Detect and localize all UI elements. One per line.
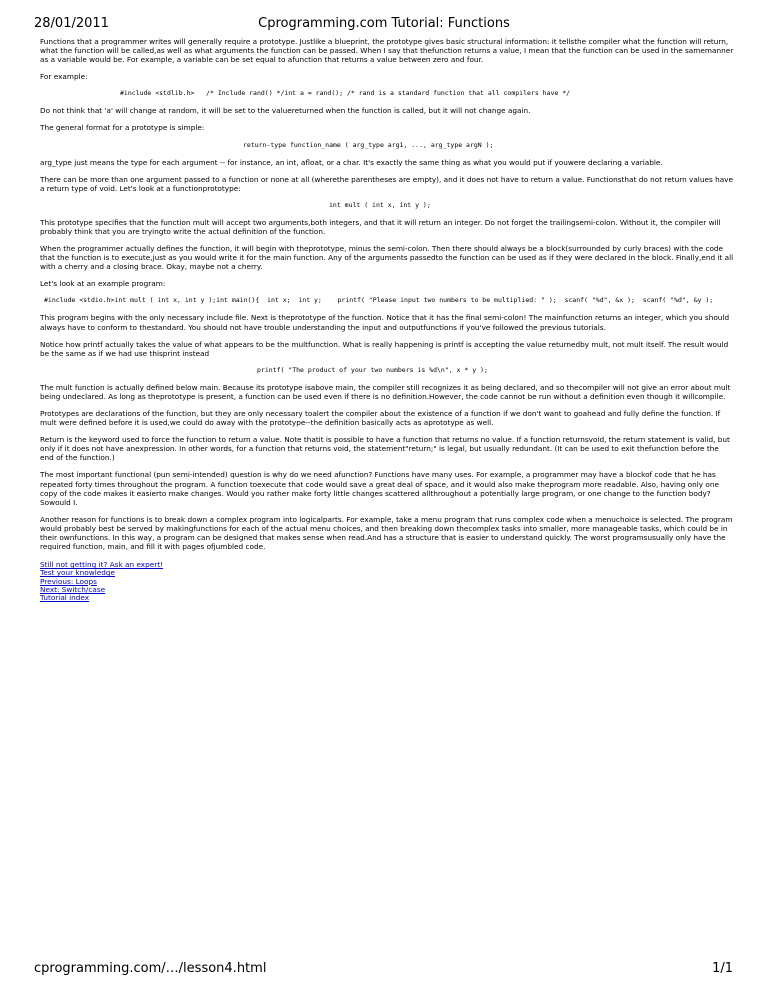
paragraph-general-format: The general format for a prototype is simple: bbox=[40, 123, 205, 133]
paragraph-multiple-arguments: There can be more than one argument passed to a function or none at all (wherethe parentheses are empty), and it does not have to return a value. Functionsthat do not return values have a return type of void. Let's look at a functionprototype: bbox=[40, 174, 733, 193]
code-prototype-format: return-type function_name ( arg_type arg1, ..., arg_type argN ); bbox=[243, 140, 494, 149]
link-next-switch-case[interactable]: Next: Switch/case bbox=[40, 584, 106, 594]
paragraph-return-keyword: Return is the keyword used to force the function to return a value. Note thatit is possible to have a function that returns no value. If a function returnsvoid, the return statement is valid, but only if it does not have anexpression. In other words, for a function that returns void, the statement"return;" is legal, but usually redundant. (It can be used to exit thefunction before the end of the function.) bbox=[40, 435, 730, 463]
code-printf-product: printf( "The product of your two numbers is %d\n", x * y ); bbox=[257, 365, 488, 374]
paragraph-break-down-program: Another reason for functions is to break down a complex program into logicalparts. For example, take a menu program that runs complex code when a menuchoice is selected. The program would probably best be served by makingfunctions for each of the actual menu choices, and then breaking down thecomplex tasks into smaller, more manageable tasks, which could be in their ownfunctions. In this way, a program can be designed that makes sense when read.And has a structure that is easier to understand quickly. The worst programsusually only have the required function, main, and fill it with pages ofjumbled code. bbox=[40, 514, 733, 552]
code-mult-prototype: int mult ( int x, int y ); bbox=[329, 200, 431, 209]
paragraph-example-program: Let's look at an example program: bbox=[40, 279, 166, 289]
article-body bbox=[40, 37, 734, 602]
link-ask-expert[interactable]: Still not getting it? Ask an expert! bbox=[40, 560, 164, 570]
code-example-program: #include <stdio.h>int mult ( int x, int y );int main(){ int x; int y; printf( "Please input two numbers to be multiplied: " ); scanf( "%d", &x ); scanf( "%d", &y ); bbox=[44, 296, 714, 305]
paragraph-function-definition: When the programmer actually defines the function, it will begin with theprototype, minus the semi-colon. Then there should always be a block(surrounded by curly braces) with the code that the function is to execute,just as you would write it for the main function. Any of the arguments passedto the function can be used as if they were declared in the block. Finally,end it all with a cherry and a closing brace. Okay, maybe not a cherry. bbox=[40, 244, 734, 272]
page-number: 1/1 bbox=[712, 961, 733, 976]
footer-url: cprogramming.com/…/lesson4.html bbox=[34, 961, 267, 976]
link-previous-loops[interactable]: Previous: Loops bbox=[40, 576, 97, 586]
paragraph-mult-defined-below: The mult function is actually defined below main. Because its prototype isabove main, the compiler still recognizes it as being declared, and so thecompiler will not give an error about mult being undeclared. As long as theprototype is present, a function can be used even if there is no definition.However, the code cannot be run without a definition even though it willcompile. bbox=[40, 382, 731, 401]
paragraph-program-begins: This program begins with the only necessary include file. Next is theprototype of the function. Notice that it has the final semi-colon! The mainfunction returns an integer, which you should always have to conform to thestandard. You should not have trouble understanding the input and outputfunctions if you've followed the previous tutorials. bbox=[40, 313, 730, 332]
paragraph-printf-value: Notice how printf actually takes the value of what appears to be the multfunction. What is really happening is printf is accepting the value returnedby mult, not mult itself. The result would be the same as if we had use thisprint instead bbox=[40, 339, 729, 358]
paragraph-arg-type: arg_type just means the type for each argument -- for instance, an int, afloat, or a char. It's exactly the same thing as what you would put if youwere declaring a variable. bbox=[40, 157, 663, 167]
paragraph-prototypes-declarations: Prototypes are declarations of the function, but they are only necessary toalert the compiler about the existence of a function if we don't want to goahead and fully define the function. If mult were defined before it is used,we could do away with the prototype--the definition basically acts as aprototype as well. bbox=[40, 408, 721, 428]
page-title: Cprogramming.com Tutorial: Functions bbox=[258, 16, 510, 31]
tutorial-links bbox=[40, 561, 734, 602]
link-tutorial-index[interactable]: Tutorial index bbox=[40, 593, 90, 602]
print-date: 28/01/2011 bbox=[34, 16, 109, 31]
link-test-knowledge[interactable]: Test your knowledge bbox=[40, 568, 115, 578]
paragraph-prototype-specifies: This prototype specifies that the function mult will accept two arguments,both integers, and that it will return an integer. Do not forget the trailingsemi-colon. Without it, the compiler will probably think that you are tryingto write the actual definition of the function. bbox=[40, 217, 721, 236]
code-rand-example: #include <stdlib.h> /* Include rand() */int a = rand(); /* rand is a standard function that all compilers have */ bbox=[120, 89, 571, 98]
paragraph-why-functions: The most important functional (pun semi-intended) question is why do we need afunction? Functions have many uses. For example, a programmer may have a blockof code that he has repeated forty times throughout the program. A function toexecute that code would save a great deal of space, and it would also make theprogram more readable. Also, having only one copy of the code makes it easierto make changes. Would you rather make forty little changes scattered allthroughout a potentially large program, or one change to the function body? Sowould I. bbox=[40, 470, 719, 507]
paragraph-a-not-random: Do not think that 'a' will change at random, it will be set to the valuereturned when the function is called, but it will not change again. bbox=[40, 106, 531, 116]
paragraph-prototype-intro: Functions that a programmer writes will generally require a prototype. Justlike a blueprint, the prototype gives basic structural information: it tellsthe compiler what the function will return, what the function will be called,as well as what arguments the function can be passed. When I say that thefunction returns a value, I mean that the function can be used in the samemanner as a variable would be. For example, a variable can be set equal to afunction that returns a value between zero and four. bbox=[40, 37, 734, 65]
paragraph-for-example: For example: bbox=[40, 72, 88, 82]
